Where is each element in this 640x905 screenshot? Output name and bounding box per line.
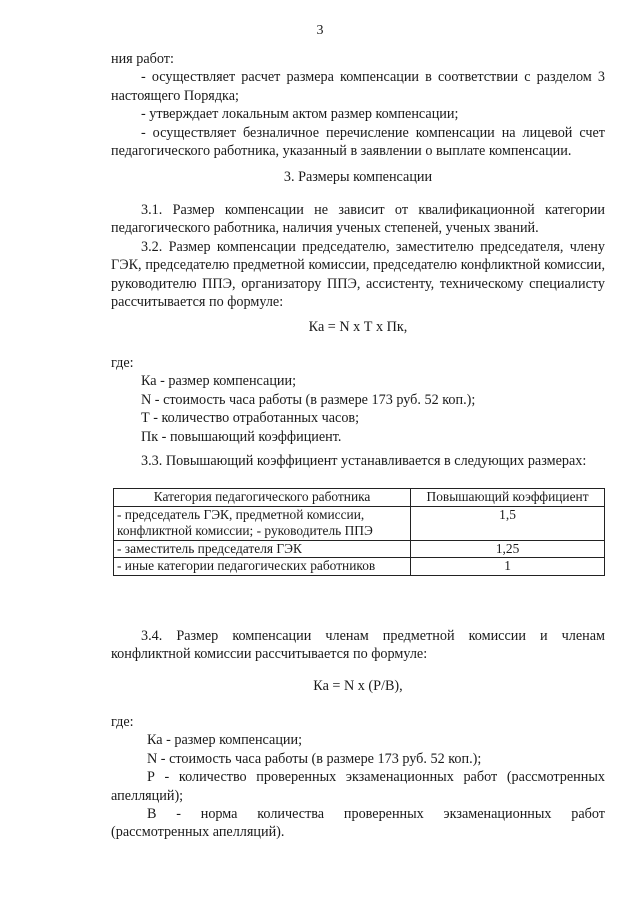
table-cell-coefficient: 1,5 bbox=[411, 506, 605, 540]
intro-item: - осуществляет расчет размера компенсации в соответствии с разделом 3 настоящего Порядка; bbox=[111, 69, 605, 104]
legend-item: N - стоимость часа работы (в размере 173 руб. 52 коп.); bbox=[141, 391, 476, 408]
page-number: 3 bbox=[316, 23, 324, 38]
table-cell-category: - заместитель председателя ГЭК bbox=[114, 540, 411, 558]
table-row bbox=[114, 558, 605, 576]
formula-1: Ка = N x Т x Пк, bbox=[308, 319, 408, 335]
paragraph-3-2: 3.2. Размер компенсации председателю, заместителю председателя, члену ГЭК, председателю предметной комиссии, председателю конфликтной комиссии, руководителю ППЭ, организатору ППЭ, ассистенту, техническому специалисту рассчитывается по формуле: bbox=[111, 238, 605, 311]
table-header-category: Категория педагогического работника bbox=[114, 489, 411, 507]
legend-item: Р - количество проверенных экзаменационных работ (рассмотренных апелляций); bbox=[111, 769, 605, 804]
table-cell-category: - иные категории педагогических работников bbox=[114, 558, 411, 576]
paragraph-3-4 bbox=[111, 627, 605, 664]
section-3-block bbox=[111, 201, 605, 311]
legend-item: Т - количество отработанных часов; bbox=[141, 410, 360, 427]
intro-item: - осуществляет безналичное перечисление компенсации на лицевой счет педагогического работника, указанный в заявлении о выплате компенсации. bbox=[111, 124, 605, 160]
legend-item: Ка - размер компенсации; bbox=[141, 373, 297, 390]
legend-item: В - норма количества проверенных экзаменационных работ (рассмотренных апелляций). bbox=[111, 806, 605, 841]
coefficient-table bbox=[113, 488, 605, 576]
paragraph-3-1: 3.1. Размер компенсации не зависит от квалификационной категории педагогического работника, наличия ученых степеней, ученых званий. bbox=[111, 202, 605, 237]
legend-2-block bbox=[111, 713, 605, 842]
paragraph-3-4-text: 3.4. Размер компенсации членам предметной комиссии и членам конфликтной комиссии рассчитывается по формуле: bbox=[111, 628, 605, 663]
table-header-row bbox=[114, 489, 605, 507]
table-cell-coefficient: 1,25 bbox=[411, 540, 605, 558]
table-header-coefficient: Повышающий коэффициент bbox=[411, 489, 605, 507]
intro-item: - утверждает локальным актом размер компенсации; bbox=[141, 106, 459, 123]
table-row bbox=[114, 540, 605, 558]
section-title: 3. Размеры компенсации bbox=[283, 169, 433, 185]
legend-item: Пк - повышающий коэффициент. bbox=[141, 428, 342, 445]
paragraph-3-3 bbox=[111, 452, 605, 470]
table-cell-coefficient: 1 bbox=[411, 558, 605, 576]
where-label: где: bbox=[111, 355, 134, 371]
legend-item: N - стоимость часа работы (в размере 173 руб. 52 коп.); bbox=[147, 750, 482, 767]
paragraph-3-3-text: 3.3. Повышающий коэффициент устанавливается в следующих размерах: bbox=[141, 453, 587, 469]
legend-1-block bbox=[111, 354, 605, 446]
intro-line: ния работ: bbox=[111, 51, 174, 67]
intro-block bbox=[111, 50, 605, 160]
legend-item: Ка - размер компенсации; bbox=[147, 732, 303, 749]
table-cell-category: - председатель ГЭК, предметной комиссии, конфликтной комиссии; - руководитель ППЭ bbox=[114, 506, 411, 540]
formula-2: Ка = N x (Р/В), bbox=[313, 678, 403, 694]
where-label: где: bbox=[111, 714, 134, 730]
table-row bbox=[114, 506, 605, 540]
